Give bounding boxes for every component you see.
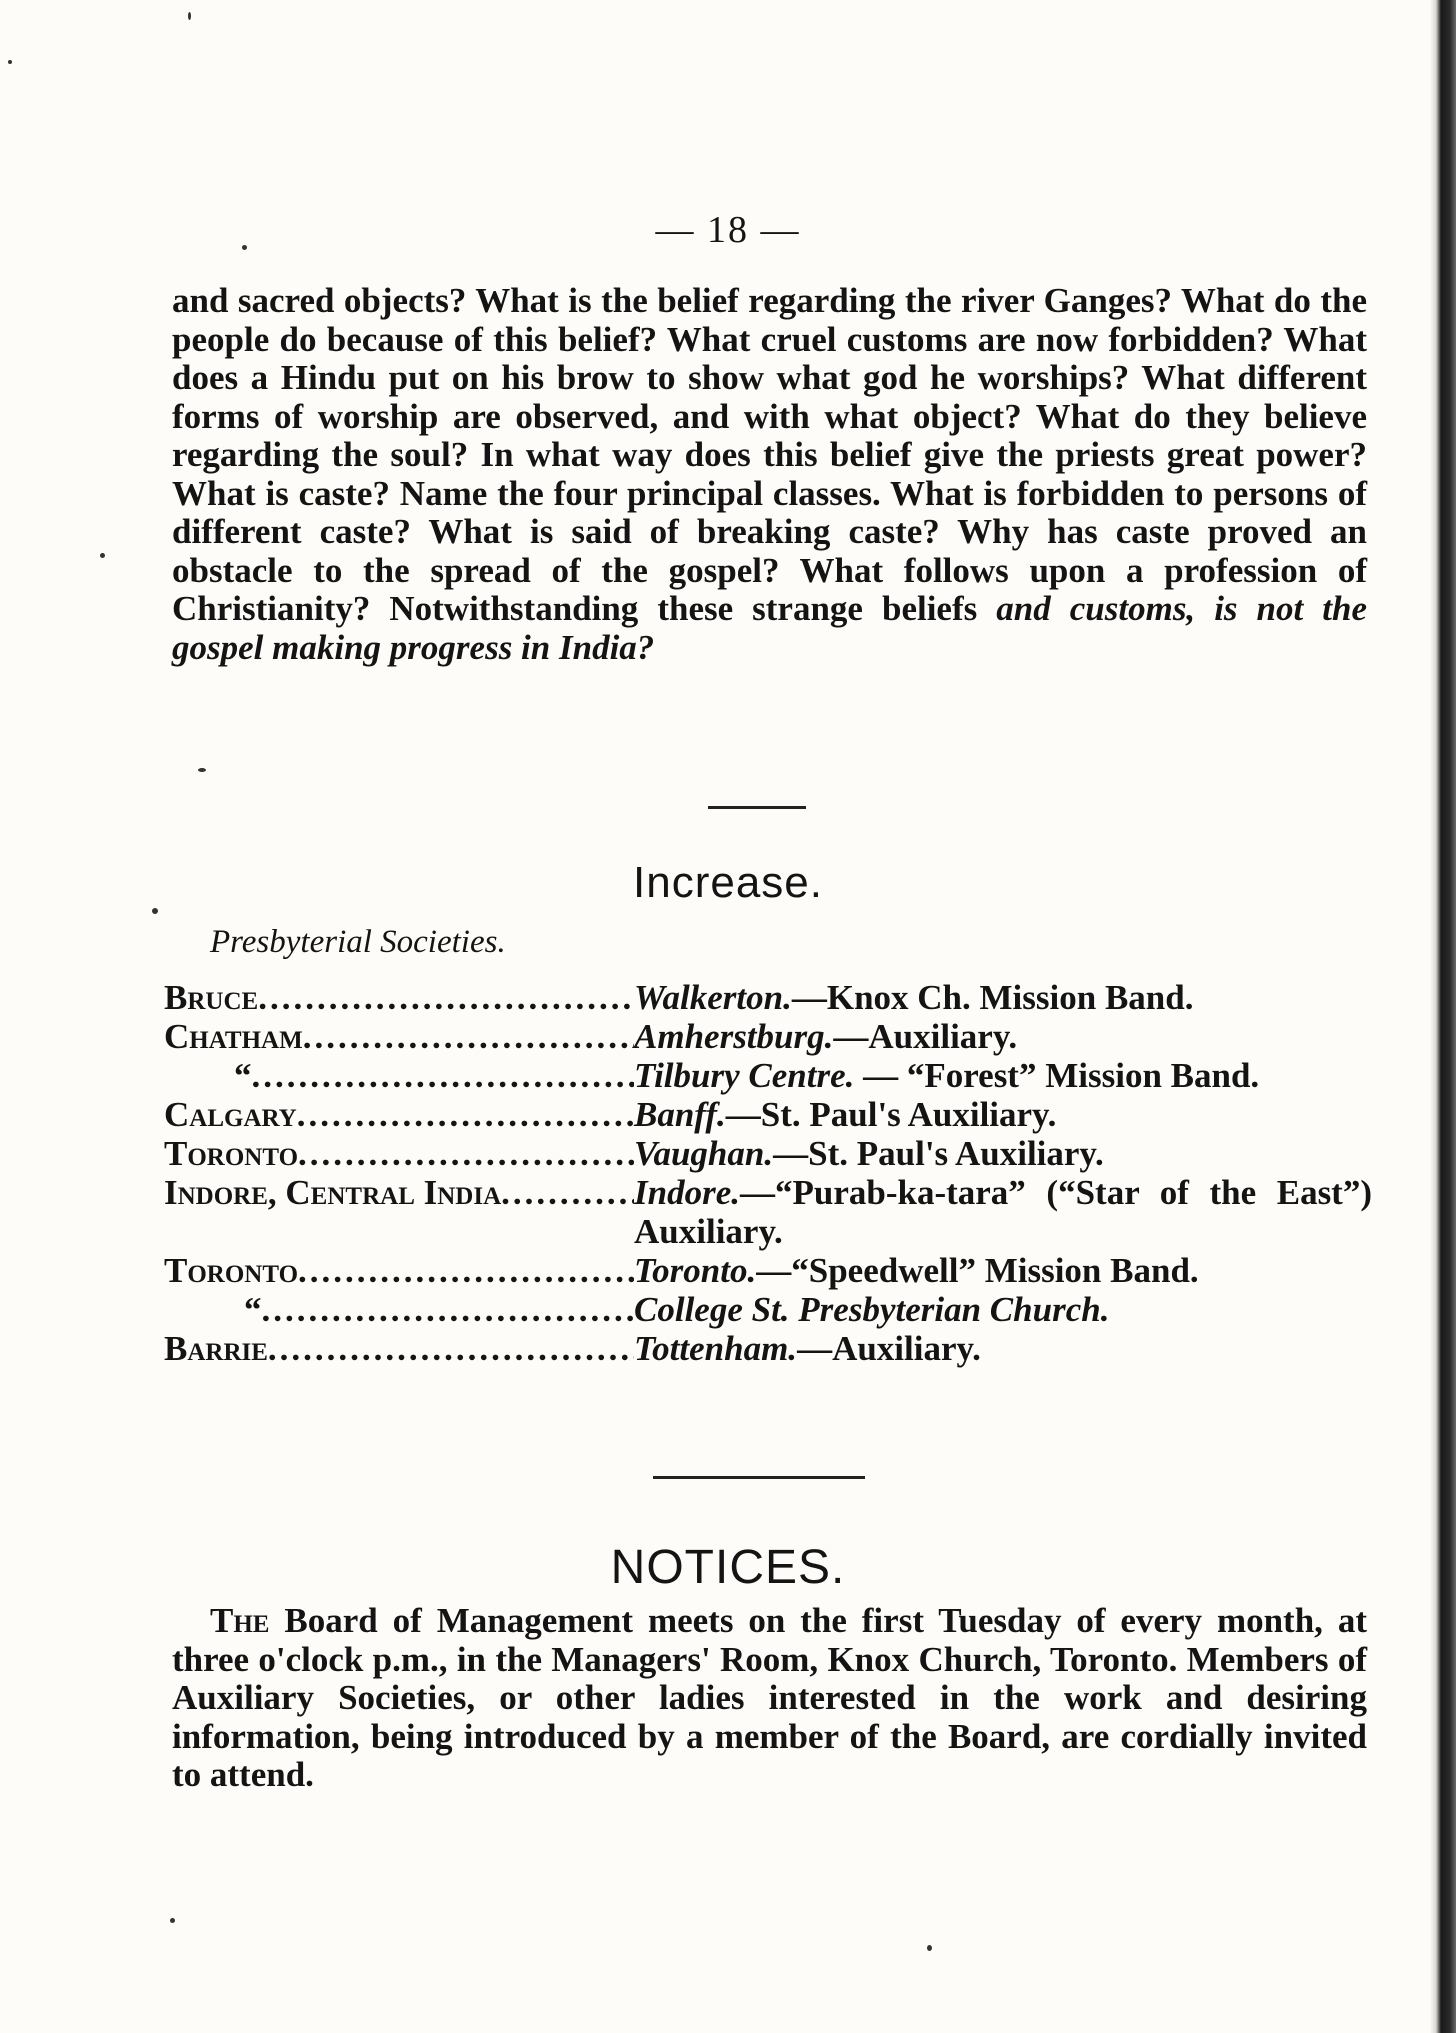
list-item	[164, 1173, 1372, 1251]
society-detail: —“Purab-ka-tara” (“Star of the East”) Auxiliary.	[634, 1173, 1372, 1251]
list-item	[164, 1017, 1372, 1056]
leader-dots	[298, 1251, 634, 1290]
study-questions-text: and sacred objects? What is the belief regarding the river Ganges? What do the people do because of this belief? What cruel customs are now forbidden? What does a Hindu put on his brow to show what god he worships? What different forms of worship are observed, and with what object? What do they believe regarding the soul? In what way does this belief give the priests great power? What is caste? Name the four principal classes. What is forbidden to persons of different caste? What is said of breaking caste? Why has caste proved an obstacle to the spread of the gospel? What follows upon a profession of Christianity? Notwithstanding these strange beliefs	[172, 281, 1367, 628]
presbytery-name: Toronto	[164, 1251, 299, 1290]
society-detail: —Auxiliary.	[797, 1329, 981, 1368]
leader-dots	[252, 1056, 635, 1095]
increase-heading: Increase.	[633, 858, 823, 907]
society-place: Banff.	[634, 1095, 726, 1134]
ink-speck	[927, 1945, 932, 1951]
list-item	[164, 1056, 1372, 1095]
page-binding-edge	[1430, 0, 1456, 2033]
society-place: Tilbury Centre.	[634, 1056, 855, 1095]
study-questions-paragraph	[172, 282, 1367, 667]
society-place: Vaughan.	[634, 1134, 774, 1173]
presbyterial-societies-subheading: Presbyterial Societies.	[210, 924, 506, 960]
ink-speck	[152, 908, 158, 914]
society-detail: —Auxiliary.	[833, 1017, 1018, 1056]
notice-lead-word: The	[210, 1601, 270, 1640]
list-item	[164, 978, 1372, 1017]
presbytery-ditto: “	[234, 1056, 252, 1095]
leader-dots	[297, 1095, 634, 1134]
ink-speck	[170, 1918, 175, 1923]
leader-dots	[501, 1173, 634, 1212]
society-detail: —St. Paul's Auxiliary.	[773, 1134, 1104, 1173]
list-item	[164, 1134, 1372, 1173]
presbytery-name: Chatham	[164, 1017, 303, 1056]
presbytery-name: Calgary	[164, 1095, 297, 1134]
presbytery-name: Barrie	[164, 1329, 268, 1368]
presbytery-name: Indore, Central India	[164, 1173, 502, 1212]
leader-dots	[268, 1329, 634, 1368]
notices-heading: NOTICES.	[610, 1541, 846, 1594]
leader-dots	[303, 1017, 634, 1056]
leader-dots	[298, 1134, 634, 1173]
presbytery-name: Bruce	[164, 978, 259, 1017]
society-place: Toronto.	[634, 1251, 757, 1290]
presbytery-ditto: “	[244, 1290, 262, 1329]
list-item	[164, 1251, 1372, 1290]
ink-speck	[8, 60, 12, 64]
page-number: — 18 —	[655, 209, 801, 251]
list-item	[164, 1095, 1372, 1134]
society-detail: —Knox Ch. Mission Band.	[791, 978, 1194, 1017]
ink-speck	[100, 553, 105, 558]
presbytery-name: Toronto	[164, 1134, 299, 1173]
leader-dots	[262, 1290, 635, 1329]
section-divider	[653, 1476, 865, 1479]
list-item	[164, 1290, 1372, 1329]
notice-text: Board of Management meets on the first Tuesday of every month, at three o'clock p.m., in the Managers' Room, Knox Church, Toronto. Members of Auxiliary Societies, or other ladies interested in the work and desiring information, being introduced by a member of the Board, are cordially invited to attend.	[172, 1601, 1367, 1794]
society-place: Amherstburg.	[634, 1017, 834, 1056]
notice-paragraph	[172, 1602, 1367, 1795]
society-place: Walkerton.	[634, 978, 792, 1017]
society-place: Tottenham.	[634, 1329, 798, 1368]
society-place: Indore.	[634, 1173, 740, 1212]
leader-dots	[258, 978, 634, 1017]
society-place: College St. Presbyterian Church.	[634, 1290, 1110, 1329]
increase-list	[164, 978, 1372, 1368]
ink-speck	[188, 12, 191, 20]
society-detail: —“Speedwell” Mission Band.	[756, 1251, 1199, 1290]
society-detail: — “Forest” Mission Band.	[854, 1056, 1260, 1095]
list-item	[164, 1329, 1372, 1368]
section-divider	[708, 806, 806, 809]
ink-speck	[198, 768, 206, 772]
society-detail: —St. Paul's Auxiliary.	[725, 1095, 1057, 1134]
study-questions-italic-tail: and customs, is not the gospel making progress in India?	[172, 589, 1367, 667]
